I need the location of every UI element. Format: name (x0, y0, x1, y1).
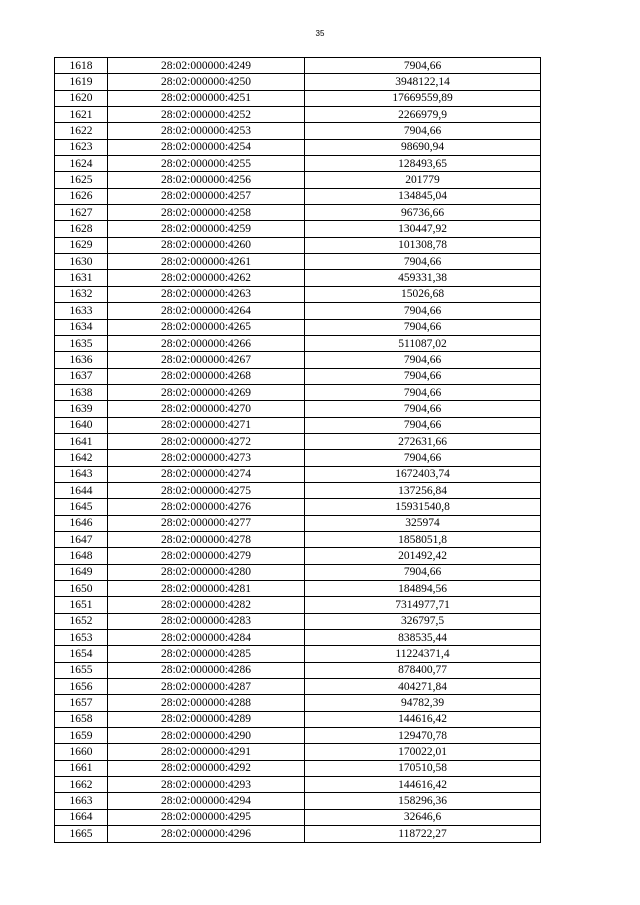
value-cell: 7904,66 (305, 58, 541, 74)
row-number-cell: 1629 (55, 237, 108, 253)
value-cell: 94782,39 (305, 695, 541, 711)
cadastral-number-cell: 28:02:000000:4273 (108, 450, 305, 466)
row-number-cell: 1651 (55, 597, 108, 613)
value-cell: 272631,66 (305, 433, 541, 449)
row-number-cell: 1662 (55, 777, 108, 793)
value-cell: 128493,65 (305, 156, 541, 172)
cadastral-number-cell: 28:02:000000:4269 (108, 384, 305, 400)
value-cell: 2266979,9 (305, 107, 541, 123)
value-cell: 32646,6 (305, 809, 541, 825)
cadastral-number-cell: 28:02:000000:4295 (108, 809, 305, 825)
table-row (55, 352, 541, 368)
row-number-cell: 1623 (55, 139, 108, 155)
row-number-cell: 1618 (55, 58, 108, 74)
cadastral-number-cell: 28:02:000000:4284 (108, 630, 305, 646)
table-row (55, 188, 541, 204)
table-row (55, 107, 541, 123)
value-cell: 130447,92 (305, 221, 541, 237)
cadastral-number-cell: 28:02:000000:4261 (108, 254, 305, 270)
row-number-cell: 1645 (55, 499, 108, 515)
cadastral-number-cell: 28:02:000000:4291 (108, 744, 305, 760)
value-cell: 201779 (305, 172, 541, 188)
row-number-cell: 1644 (55, 482, 108, 498)
row-number-cell: 1625 (55, 172, 108, 188)
table-row (55, 303, 541, 319)
table-row (55, 335, 541, 351)
table-row (55, 515, 541, 531)
cadastral-number-cell: 28:02:000000:4293 (108, 777, 305, 793)
table-row (55, 123, 541, 139)
cadastral-number-cell: 28:02:000000:4274 (108, 466, 305, 482)
cadastral-number-cell: 28:02:000000:4249 (108, 58, 305, 74)
table-row (55, 221, 541, 237)
table-row (55, 58, 541, 74)
row-number-cell: 1656 (55, 679, 108, 695)
cadastral-number-cell: 28:02:000000:4275 (108, 482, 305, 498)
value-cell: 170510,58 (305, 760, 541, 776)
table-row (55, 597, 541, 613)
value-cell: 459331,38 (305, 270, 541, 286)
cadastral-number-cell: 28:02:000000:4287 (108, 679, 305, 695)
table-row (55, 270, 541, 286)
table-row (55, 401, 541, 417)
value-cell: 170022,01 (305, 744, 541, 760)
row-number-cell: 1648 (55, 548, 108, 564)
cadastral-number-cell: 28:02:000000:4252 (108, 107, 305, 123)
value-cell: 17669559,89 (305, 90, 541, 106)
table-row (55, 74, 541, 90)
row-number-cell: 1638 (55, 384, 108, 400)
value-cell: 878400,77 (305, 662, 541, 678)
cadastral-number-cell: 28:02:000000:4286 (108, 662, 305, 678)
value-cell: 511087,02 (305, 335, 541, 351)
row-number-cell: 1619 (55, 74, 108, 90)
value-cell: 326797,5 (305, 613, 541, 629)
value-cell: 7904,66 (305, 368, 541, 384)
cadastral-number-cell: 28:02:000000:4270 (108, 401, 305, 417)
cadastral-number-cell: 28:02:000000:4258 (108, 205, 305, 221)
table-row (55, 319, 541, 335)
table-row (55, 417, 541, 433)
cadastral-number-cell: 28:02:000000:4264 (108, 303, 305, 319)
row-number-cell: 1634 (55, 319, 108, 335)
table-row (55, 286, 541, 302)
row-number-cell: 1643 (55, 466, 108, 482)
value-cell: 325974 (305, 515, 541, 531)
value-cell: 7904,66 (305, 564, 541, 580)
cadastral-number-cell: 28:02:000000:4281 (108, 581, 305, 597)
row-number-cell: 1664 (55, 809, 108, 825)
table-row (55, 728, 541, 744)
page-number: 35 (315, 29, 325, 38)
table-row (55, 744, 541, 760)
cadastral-number-cell: 28:02:000000:4280 (108, 564, 305, 580)
table-row (55, 711, 541, 727)
value-cell: 3948122,14 (305, 74, 541, 90)
table-row (55, 90, 541, 106)
cadastral-number-cell: 28:02:000000:4278 (108, 531, 305, 547)
table-row (55, 662, 541, 678)
value-cell: 98690,94 (305, 139, 541, 155)
value-cell: 7904,66 (305, 450, 541, 466)
table-row (55, 368, 541, 384)
cadastral-number-cell: 28:02:000000:4271 (108, 417, 305, 433)
row-number-cell: 1626 (55, 188, 108, 204)
cadastral-number-cell: 28:02:000000:4256 (108, 172, 305, 188)
row-number-cell: 1630 (55, 254, 108, 270)
value-cell: 144616,42 (305, 777, 541, 793)
table-row (55, 482, 541, 498)
row-number-cell: 1646 (55, 515, 108, 531)
cadastral-number-cell: 28:02:000000:4276 (108, 499, 305, 515)
row-number-cell: 1637 (55, 368, 108, 384)
row-number-cell: 1641 (55, 433, 108, 449)
row-number-cell: 1663 (55, 793, 108, 809)
table-row (55, 254, 541, 270)
row-number-cell: 1620 (55, 90, 108, 106)
row-number-cell: 1640 (55, 417, 108, 433)
cadastral-number-cell: 28:02:000000:4253 (108, 123, 305, 139)
table-row (55, 630, 541, 646)
row-number-cell: 1639 (55, 401, 108, 417)
table-row (55, 809, 541, 825)
table-row (55, 466, 541, 482)
cadastral-number-cell: 28:02:000000:4263 (108, 286, 305, 302)
row-number-cell: 1622 (55, 123, 108, 139)
value-cell: 7904,66 (305, 303, 541, 319)
value-cell: 118722,27 (305, 826, 541, 842)
cadastral-number-cell: 28:02:000000:4279 (108, 548, 305, 564)
cadastral-number-cell: 28:02:000000:4251 (108, 90, 305, 106)
value-cell: 129470,78 (305, 728, 541, 744)
cadastral-number-cell: 28:02:000000:4288 (108, 695, 305, 711)
cadastral-number-cell: 28:02:000000:4290 (108, 728, 305, 744)
table-row (55, 793, 541, 809)
row-number-cell: 1653 (55, 630, 108, 646)
table-row (55, 499, 541, 515)
row-number-cell: 1627 (55, 205, 108, 221)
cadastral-number-cell: 28:02:000000:4292 (108, 760, 305, 776)
cadastral-number-cell: 28:02:000000:4296 (108, 826, 305, 842)
row-number-cell: 1628 (55, 221, 108, 237)
table-row (55, 548, 541, 564)
row-number-cell: 1647 (55, 531, 108, 547)
cadastral-value-table (54, 57, 541, 843)
value-cell: 134845,04 (305, 188, 541, 204)
row-number-cell: 1655 (55, 662, 108, 678)
value-cell: 184894,56 (305, 581, 541, 597)
row-number-cell: 1633 (55, 303, 108, 319)
cadastral-number-cell: 28:02:000000:4285 (108, 646, 305, 662)
table-row (55, 679, 541, 695)
value-cell: 1858051,8 (305, 531, 541, 547)
cadastral-number-cell: 28:02:000000:4283 (108, 613, 305, 629)
table-row (55, 205, 541, 221)
value-cell: 137256,84 (305, 482, 541, 498)
value-cell: 15026,68 (305, 286, 541, 302)
table-row (55, 433, 541, 449)
cadastral-number-cell: 28:02:000000:4289 (108, 711, 305, 727)
value-cell: 7904,66 (305, 384, 541, 400)
table-body (55, 58, 541, 843)
row-number-cell: 1635 (55, 335, 108, 351)
row-number-cell: 1659 (55, 728, 108, 744)
cadastral-number-cell: 28:02:000000:4268 (108, 368, 305, 384)
value-cell: 1672403,74 (305, 466, 541, 482)
value-cell: 7904,66 (305, 254, 541, 270)
value-cell: 11224371,4 (305, 646, 541, 662)
row-number-cell: 1650 (55, 581, 108, 597)
row-number-cell: 1657 (55, 695, 108, 711)
table-row (55, 531, 541, 547)
cadastral-number-cell: 28:02:000000:4282 (108, 597, 305, 613)
row-number-cell: 1624 (55, 156, 108, 172)
value-cell: 201492,42 (305, 548, 541, 564)
row-number-cell: 1642 (55, 450, 108, 466)
cadastral-number-cell: 28:02:000000:4250 (108, 74, 305, 90)
cadastral-number-cell: 28:02:000000:4265 (108, 319, 305, 335)
table-row (55, 760, 541, 776)
value-cell: 7904,66 (305, 401, 541, 417)
row-number-cell: 1631 (55, 270, 108, 286)
value-cell: 838535,44 (305, 630, 541, 646)
value-cell: 158296,36 (305, 793, 541, 809)
row-number-cell: 1652 (55, 613, 108, 629)
cadastral-number-cell: 28:02:000000:4294 (108, 793, 305, 809)
value-cell: 7904,66 (305, 123, 541, 139)
row-number-cell: 1660 (55, 744, 108, 760)
value-cell: 7904,66 (305, 352, 541, 368)
row-number-cell: 1665 (55, 826, 108, 842)
table-row (55, 581, 541, 597)
value-cell: 144616,42 (305, 711, 541, 727)
table-row (55, 139, 541, 155)
table-row (55, 564, 541, 580)
cadastral-number-cell: 28:02:000000:4266 (108, 335, 305, 351)
cadastral-number-cell: 28:02:000000:4254 (108, 139, 305, 155)
table-row (55, 695, 541, 711)
cadastral-number-cell: 28:02:000000:4277 (108, 515, 305, 531)
cadastral-number-cell: 28:02:000000:4255 (108, 156, 305, 172)
table-row (55, 826, 541, 842)
row-number-cell: 1621 (55, 107, 108, 123)
table-row (55, 613, 541, 629)
value-cell: 7904,66 (305, 319, 541, 335)
cadastral-number-cell: 28:02:000000:4260 (108, 237, 305, 253)
value-cell: 96736,66 (305, 205, 541, 221)
value-cell: 7904,66 (305, 417, 541, 433)
row-number-cell: 1636 (55, 352, 108, 368)
cadastral-number-cell: 28:02:000000:4257 (108, 188, 305, 204)
value-cell: 404271,84 (305, 679, 541, 695)
value-cell: 101308,78 (305, 237, 541, 253)
row-number-cell: 1658 (55, 711, 108, 727)
table-row (55, 777, 541, 793)
row-number-cell: 1661 (55, 760, 108, 776)
value-cell: 15931540,8 (305, 499, 541, 515)
value-cell: 7314977,71 (305, 597, 541, 613)
cadastral-number-cell: 28:02:000000:4267 (108, 352, 305, 368)
row-number-cell: 1632 (55, 286, 108, 302)
row-number-cell: 1654 (55, 646, 108, 662)
row-number-cell: 1649 (55, 564, 108, 580)
table-row (55, 237, 541, 253)
cadastral-number-cell: 28:02:000000:4272 (108, 433, 305, 449)
table-row (55, 384, 541, 400)
cadastral-number-cell: 28:02:000000:4259 (108, 221, 305, 237)
table-row (55, 450, 541, 466)
table-row (55, 172, 541, 188)
cadastral-number-cell: 28:02:000000:4262 (108, 270, 305, 286)
table-row (55, 646, 541, 662)
table-row (55, 156, 541, 172)
